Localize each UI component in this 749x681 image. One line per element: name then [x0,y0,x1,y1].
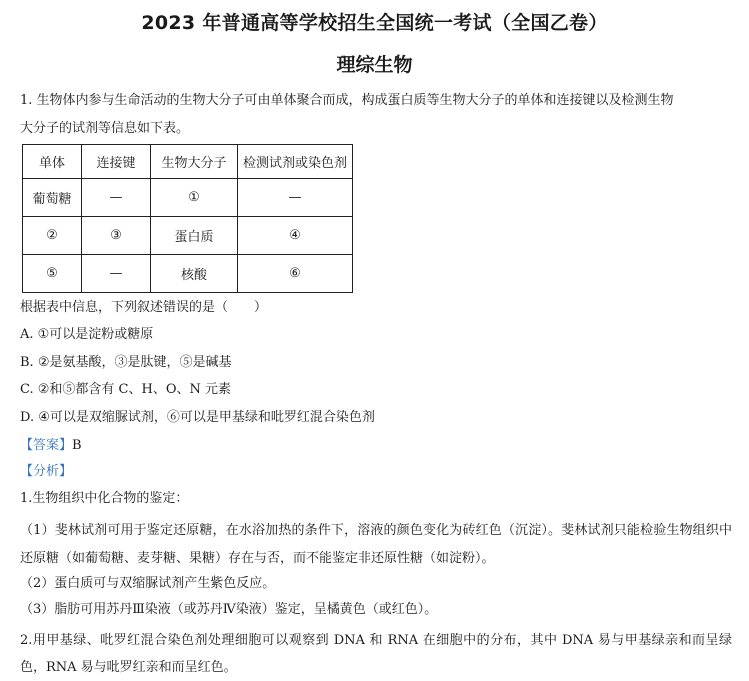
analysis-p4: （3）脂肪可用苏丹Ⅲ染液（或苏丹Ⅳ染液）鉴定，呈橘黄色（或红色）。 [20,602,438,617]
analysis-p3: （2）蛋白质可与双缩脲试剂产生紫色反应。 [20,576,276,591]
option-d: D. ④可以是双缩脲试剂，⑥可以是甲基绿和吡罗红混合染色剂 [20,410,375,425]
analysis-label: 【分析】 [20,464,73,479]
table-header-row [23,145,353,179]
table-cell: ⑤ [23,255,82,293]
table-row [23,255,353,293]
question-prompt: 根据表中信息，下列叙述错误的是（ ） [20,300,268,315]
table-cell: — [82,179,151,217]
table-header-cell: 单体 [23,145,82,179]
table-cell: 蛋白质 [151,217,238,255]
option-c: C. ②和⑤都含有 C、H、O、N 元素 [20,382,231,397]
info-table [22,144,353,293]
table-cell: — [238,179,353,217]
page-subtitle: 理综生物 [336,54,413,76]
table-header-cell: 连接键 [82,145,151,179]
page-title: 2023 年普通高等学校招生全国统一考试（全国乙卷） [141,12,608,34]
question-stem-line1: 1. 生物体内参与生命活动的生物大分子可由单体聚合而成，构成蛋白质等生物大分子的单体和连接键以及检测生物 [20,93,674,108]
table-row [23,179,353,217]
table-cell: ① [151,179,238,217]
analysis-p2: （1）斐林试剂可用于鉴定还原糖，在水浴加热的条件下，溶液的颜色变化为砖红色（沉淀）。斐林试剂只能检验生物组织中还原糖（如葡萄糖、麦芽糖、果糖）存在与否，而不能鉴定非还原性糖（如淀粉）。 [20,523,732,566]
analysis-p1: 1.生物组织中化合物的鉴定： [20,491,189,506]
answer-value: B [72,438,82,453]
answer-label: 【答案】 [20,438,73,453]
table-cell: ② [23,217,82,255]
table-header-cell: 生物大分子 [151,145,238,179]
option-b: B. ②是氨基酸，③是肽键，⑤是碱基 [20,355,232,370]
table-cell: ③ [82,217,151,255]
analysis-p5: 2.用甲基绿、吡罗红混合染色剂处理细胞可以观察到 DNA 和 RNA 在细胞中的分布，其中 DNA 易与甲基绿亲和而呈绿色，RNA 易与吡罗红亲和而呈红色。 [20,633,732,675]
table-cell: ⑥ [238,255,353,293]
table-cell: — [82,255,151,293]
table-cell: 葡萄糖 [23,179,82,217]
answer-line [20,437,82,454]
table-cell: ④ [238,217,353,255]
option-a: A. ①可以是淀粉或糖原 [20,327,154,342]
table-header-cell: 检测试剂或染色剂 [238,145,353,179]
table-cell: 核酸 [151,255,238,293]
question-stem-line2: 大分子的试剂等信息如下表。 [20,121,190,136]
table-row [23,217,353,255]
